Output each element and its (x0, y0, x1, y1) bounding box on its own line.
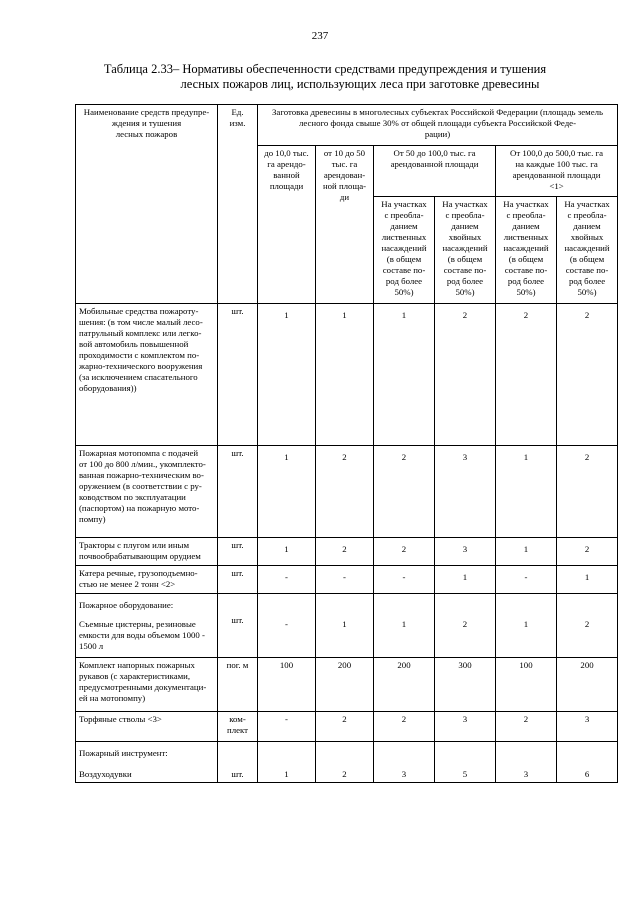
table-row (76, 613, 618, 657)
row-name: Комплект напорных пожарных рукавов (с характеристиками, предусмотренными документаци- ей на мотопомпу) (76, 657, 218, 711)
cell-value: 3 (496, 761, 557, 783)
header-name: Наименование средств предупре- ждения и тушения лесных пожаров (76, 105, 218, 304)
cell-value: 2 (316, 761, 374, 783)
table-row (76, 657, 618, 711)
cell-value: 100 (496, 657, 557, 711)
cell-value: 200 (374, 657, 435, 711)
row-name: Съемные цистерны, резиновые емкости для воды объемом 1000 - 1500 л (76, 613, 218, 657)
cell-value: 2 (316, 711, 374, 741)
caption-line-2: лесных пожаров лиц, использующих леса при заготовке древесины (180, 77, 540, 91)
table-row (76, 761, 618, 783)
cell-value: - (258, 711, 316, 741)
cell-value: 1 (496, 446, 557, 538)
cell-value: 2 (435, 304, 496, 446)
table-row (76, 566, 618, 594)
row-unit: шт. (218, 613, 258, 657)
cell-value: - (374, 566, 435, 594)
header-sub2: от 10 до 50 тыс. га арендован- ной площа- ди (316, 146, 374, 304)
header-sub3: От 50 до 100,0 тыс. га арендованной площади (374, 146, 496, 197)
table-row (76, 538, 618, 566)
header-sub1: до 10,0 тыс. га арендо- ванной площади (258, 146, 316, 304)
cell-value: - (258, 566, 316, 594)
cell-value: - (316, 566, 374, 594)
section-heading: Пожарное оборудование: (76, 594, 218, 614)
cell-value: - (496, 566, 557, 594)
cell-value: 2 (374, 538, 435, 566)
cell-value: 1 (374, 304, 435, 446)
cell-value: 2 (316, 446, 374, 538)
section-heading: Пожарный инструмент: (76, 741, 218, 761)
cell-value: 6 (557, 761, 618, 783)
row-unit: шт. (218, 446, 258, 538)
header-sub3a: На участках с преобла- данием лиственных насаждений (в общем составе по- род более 50%) (374, 197, 435, 304)
cell-value: 1 (496, 613, 557, 657)
cell-value: 1 (316, 304, 374, 446)
cell-value: 2 (557, 538, 618, 566)
cell-value: 1 (258, 304, 316, 446)
header-group-title: Заготовка древесины в многолесных субъектах Российской Федерации (площадь земель лесного фонда свыше 30% от общей площади субъекта Российской Феде- рации) (258, 105, 618, 146)
header-sub4b: На участках с преобла- данием хвойных насаждений (в общем составе по- род более 50%) (557, 197, 618, 304)
header-sub4a: На участках с преобла- данием лиственных насаждений (в общем составе по- род более 50%) (496, 197, 557, 304)
cell-value: 2 (557, 613, 618, 657)
cell-value: 200 (557, 657, 618, 711)
cell-value: 1 (258, 446, 316, 538)
cell-value: 2 (496, 711, 557, 741)
cell-value: 3 (435, 538, 496, 566)
cell-value: 2 (374, 446, 435, 538)
cell-value: 3 (435, 711, 496, 741)
row-unit: шт. (218, 761, 258, 783)
table-row (76, 304, 618, 446)
cell-value: 2 (374, 711, 435, 741)
cell-value: 2 (316, 538, 374, 566)
table-row (76, 711, 618, 741)
cell-value: 1 (496, 538, 557, 566)
header-sub3b: На участках с преобла- данием хвойных насаждений (в общем составе по- род более 50%) (435, 197, 496, 304)
header-unit: Ед. изм. (218, 105, 258, 304)
norms-table (75, 104, 618, 783)
cell-value: - (258, 613, 316, 657)
cell-value: 3 (557, 711, 618, 741)
row-unit (218, 594, 258, 614)
row-unit: шт. (218, 566, 258, 594)
row-unit: шт. (218, 304, 258, 446)
header-row-1 (76, 105, 618, 146)
row-unit: шт. (218, 538, 258, 566)
cell-value: 5 (435, 761, 496, 783)
header-sub4: От 100,0 до 500,0 тыс. га на каждые 100 тыс. га арендованной площади <1> (496, 146, 618, 197)
cell-value: 2 (557, 304, 618, 446)
cell-value: 1 (557, 566, 618, 594)
cell-value: 300 (435, 657, 496, 711)
table-row (76, 741, 618, 761)
caption-line-1: Таблица 2.33– Нормативы обеспеченности средствами предупреждения и тушения (103, 62, 547, 76)
cell-value: 2 (557, 446, 618, 538)
row-unit: ком- плект (218, 711, 258, 741)
row-name: Пожарная мотопомпа с подачей от 100 до 800 л/мин., укомплекто- ванная пожарно-техническим во- оружением (в соответствии с ру- ководством по эксплуатации (паспортом) на пожарную мото- помпу) (76, 446, 218, 538)
row-name: Воздуходувки (76, 761, 218, 783)
page-number: 237 (311, 30, 329, 42)
row-unit: пог. м (218, 657, 258, 711)
cell-value: 3 (374, 761, 435, 783)
table-row (76, 594, 618, 614)
row-name: Тракторы с плугом или иным почвообрабатывающим орудием (76, 538, 218, 566)
cell-value: 1 (374, 613, 435, 657)
cell-value: 1 (258, 538, 316, 566)
cell-value: 200 (316, 657, 374, 711)
cell-value: 100 (258, 657, 316, 711)
row-name: Торфяные стволы <3> (76, 711, 218, 741)
cell-value: 1 (435, 566, 496, 594)
cell-value: 1 (258, 761, 316, 783)
cell-value: 3 (435, 446, 496, 538)
cell-value: 2 (435, 613, 496, 657)
table-caption (60, 62, 590, 92)
row-name: Мобильные средства пожароту- шения: (в том числе малый лесо- патрульный комплекс или легко- вой автомобиль повышенной проходимости с комплектом по- жарно-технического вооружения (за исключением спасательного оборудования)) (76, 304, 218, 446)
cell-value: 1 (316, 613, 374, 657)
row-name: Катера речные, грузоподъемно- стью не менее 2 тонн <2> (76, 566, 218, 594)
cell-value: 2 (496, 304, 557, 446)
row-unit (218, 741, 258, 761)
table-row (76, 446, 618, 538)
